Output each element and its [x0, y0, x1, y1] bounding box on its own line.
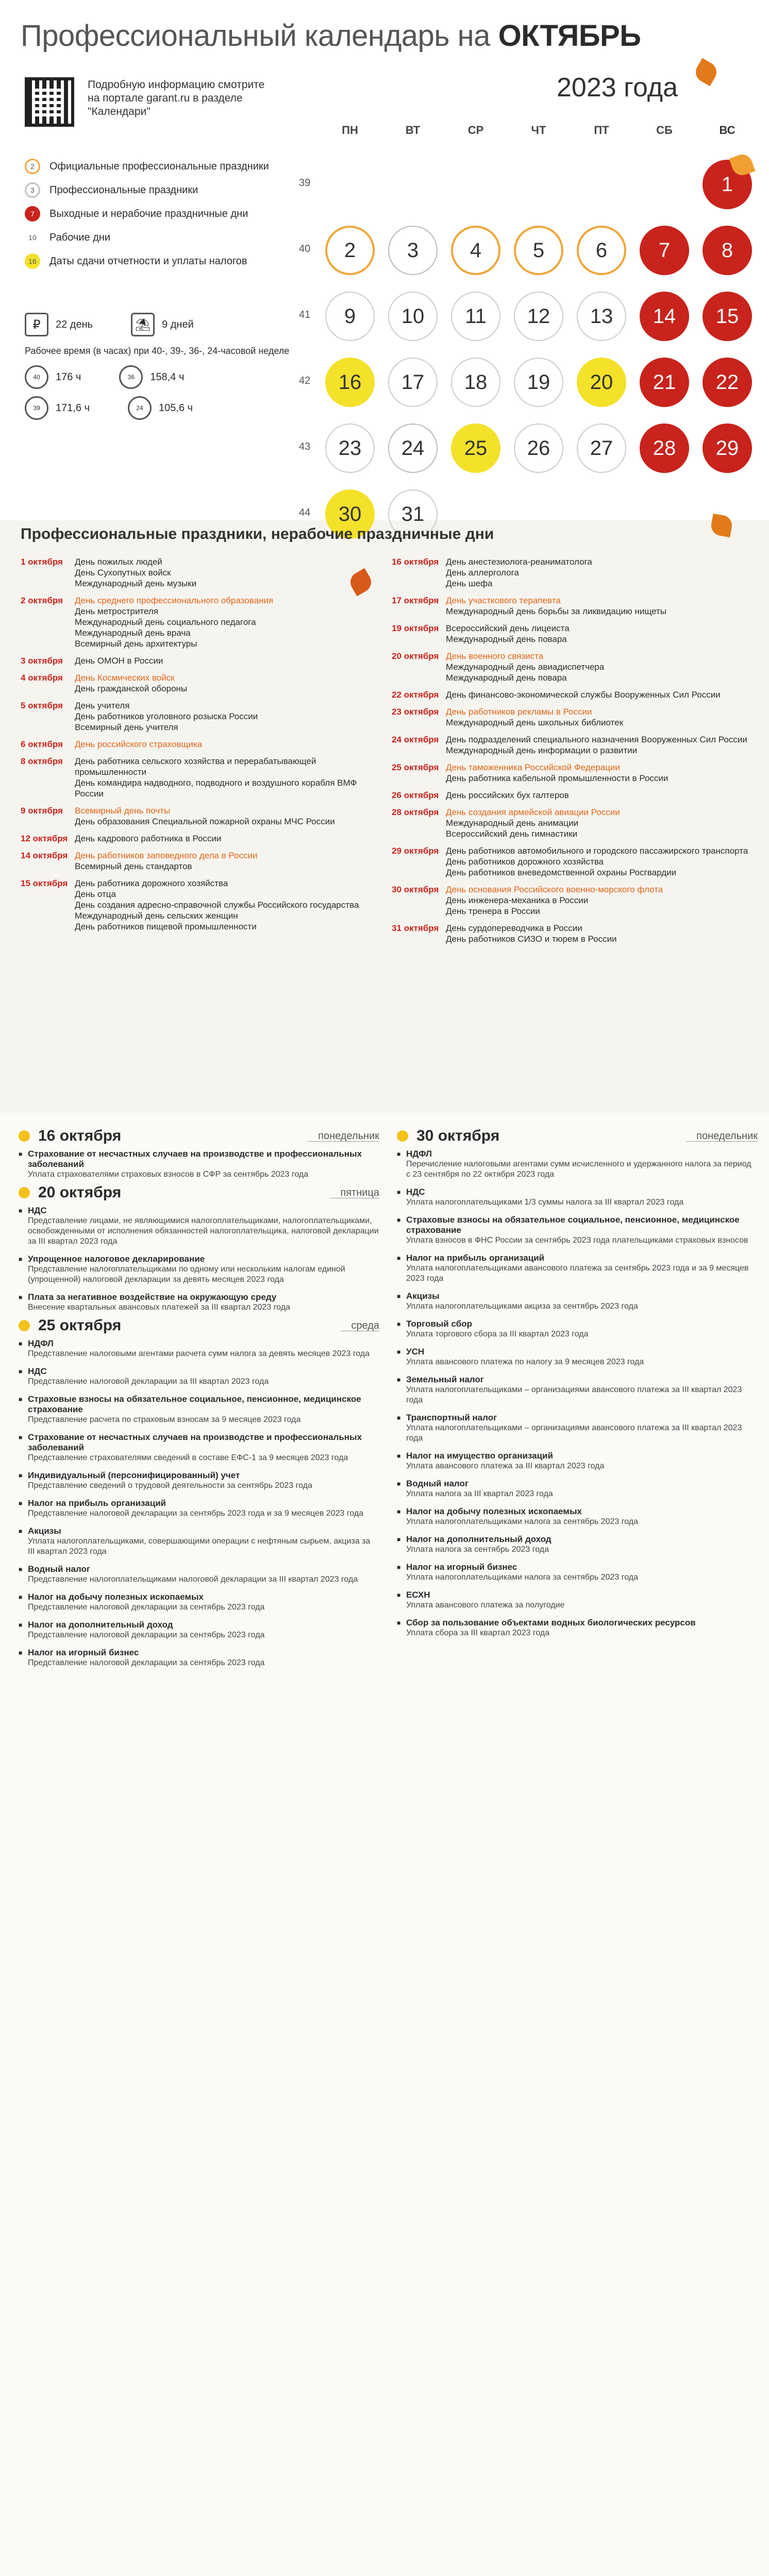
day-4[interactable]: 4 [451, 226, 500, 275]
day-19[interactable]: 19 [514, 358, 563, 407]
day-28[interactable]: 28 [640, 423, 689, 473]
legend-prof-icon: 2 [25, 159, 40, 174]
day-14[interactable]: 14 [640, 292, 689, 341]
holiday-entry: 23 октября День работников рекламы в России Международный день школьных библиотек [392, 707, 624, 727]
holiday-entry: 16 октября День анестезиолога-реаниматолога День аллерголога День шефа [392, 557, 592, 588]
holidays-title: Профессиональные праздники, нерабочие праздничные дни [21, 526, 494, 543]
qr-code[interactable] [25, 77, 74, 127]
holiday-entry: 3 октября День ОМОН в России [21, 656, 163, 666]
day-24[interactable]: 24 [388, 423, 438, 473]
holiday-entry: 29 октября День работников автомобильного и городского пассажирского транспорта День работников дорожного хозяйства День работников вневедомственной охраны Росгвардии [392, 846, 748, 877]
year: 2023 года [557, 73, 678, 103]
work-days-icon: ₽ [25, 313, 48, 336]
holiday-entry: 9 октября Всемирный день почты День образования Специальной пожарной охраны МЧС России [21, 806, 335, 826]
tax-item: ■ НДФЛ Перечисление налоговыми агентами сумм исчисленного и удержанного налога за период с 23 сентября по 22 октября 2023 года [397, 1149, 758, 1180]
tax-item: ■ Плата за негативное воздействие на окружающую среду Внесение квартальных авансовых платежей за III квартал 2023 года [19, 1292, 379, 1313]
tax-date-section: 25 октября среда ■ НДФЛ Представление налоговыми агентами расчета сумм налога за девять месяцев 2023 года ■ НДС Представление налоговой декларации за III квартал 2023 года ■ Страховые взносы на обязательное социальное, пенсионное, медицинское страхование Представление расчета по страховым взносам за 9 месяцев 2023 года ■ Страхование от несчастных случаев на производстве и профессиональных заболеваний Представление страхователями сведений в составе ЕФС-1 за 9 месяцев 2023 года ■ Индивидуальный (персонифицированный) учет Представление сведений о трудовой деятельности за сентябрь 2023 года ■ Налог на прибыль организаций Представление налоговой декларации за сентябрь 2023 года и за 9 месяцев 2023 года ■ Акцизы Уплата налогоплательщиками, совершающими операции с нефтяным сырьем, акциза за III квартал 2023 года ■ Водный налог Представление налогоплательщиками налоговой декларации за III квартал 2023 года ■ Налог на добычу полезных ископаемых Представление налоговой декларации за сентябрь 2023 года ■ Налог на дополнительный доход Представление налоговой декларации за сентябрь 2023 года ■ Налог на игорный бизнес Представление налоговой декларации за сентябрь 2023 года [19, 1320, 379, 1668]
holiday-entry: 8 октября День работника сельского хозяйства и перерабатывающей промышленности День командира надводного, подводного и воздушного корабля ВМФ России [21, 756, 357, 799]
holiday-entry: 31 октября День сурдопереводчика в России День работников СИЗО и тюрем в России [392, 923, 617, 944]
tax-item: ■ Налог на дополнительный доход Уплата налога за сентябрь 2023 года [397, 1534, 758, 1555]
tax-item: ■ Страховые взносы на обязательное социальное, пенсионное, медицинское страхование Представление расчета по страховым взносам за 9 месяцев 2023 года [19, 1394, 379, 1425]
holiday-entry: 28 октября День создания армейской авиации России Международный день анимации Всероссийский день гимнастики [392, 807, 620, 839]
legend-plain-icon: 3 [25, 182, 40, 198]
holiday-entry: 5 октября День учителя День работников уголовного розыска России Всемирный день учителя [21, 701, 258, 732]
tax-item: ■ Сбор за пользование объектами водных биологических ресурсов Уплата сбора за III квартал 2023 года [397, 1618, 758, 1638]
holiday-entry: 20 октября День военного связиста Международный день авиадиспетчера Международный день повара [392, 651, 605, 683]
day-17[interactable]: 17 [388, 358, 438, 407]
tax-item: ■ Страхование от несчастных случаев на производстве и профессиональных заболеваний Представление страхователями сведений в составе ЕФС-1 за 9 месяцев 2023 года [19, 1432, 379, 1463]
tax-item: ■ Индивидуальный (персонифицированный) учет Представление сведений о трудовой деятельности за сентябрь 2023 года [19, 1470, 379, 1491]
day-1[interactable]: 1 [703, 160, 752, 209]
weekday-header: ПН ВТ СР ЧТ ПТ СБ ВС [342, 124, 735, 137]
calendar-grid [299, 124, 763, 526]
day-13[interactable]: 13 [577, 292, 626, 341]
holiday-entry: 6 октября День российского страховщика [21, 739, 203, 749]
stats: ₽ 22 день ⛱ 9 дней Рабочее время (в часах) при 40-, 39-, 36-, 24-часовой неделе 40 176 ч 36 158,4 ч 39 171,6 ч 24 105,6 ч [25, 309, 313, 423]
tax-date-section: 30 октября понедельник ■ НДФЛ Перечисление налоговыми агентами сумм исчисленного и удержанного налога за период с 23 сентября по 22 октября 2023 года ■ НДС Уплата налогоплательщиками 1/3 суммы налога за III квартал 2023 года ■ Страховые взносы на обязательное социальное, пенсионное, медицинское страхование Уплата взносов в ФНС России за сентябрь 2023 года плательщиками страховых взносов ■ Налог на прибыль организаций Уплата налогоплательщиками авансового платежа за сентябрь 2023 года и за 9 месяцев 2023 года ■ Акцизы Уплата налогоплательщиками акциза за сентябрь 2023 года ■ Торговый сбор Уплата торгового сбора за III квартал 2023 года ■ УСН Уплата авансового платежа по налогу за 9 месяцев 2023 года ■ Земельный налог Уплата налогоплательщиками – организациями авансового платежа за III квартал 2023 года ■ Транспортный налог Уплата налогоплательщиками – организациями авансового платежа за III квартал 2023 года ■ Налог на имущество организаций Уплата авансового платежа за III квартал 2023 года ■ Водный налог Уплата налога за III квартал 2023 года ■ Налог на добычу полезных ископаемых Уплата налогоплательщиками налога за сентябрь 2023 года ■ Налог на дополнительный доход Уплата налога за сентябрь 2023 года ■ Налог на игорный бизнес Уплата налогоплательщиками налога за сентябрь 2023 года ■ ЕСХН Уплата авансового платежа за полугодие ■ Сбор за пользование объектами водных биологических ресурсов Уплата сбора за III квартал 2023 года [397, 1130, 758, 1638]
tax-item: ■ Налог на прибыль организаций Уплата налогоплательщиками авансового платежа за сентябрь 2023 года и за 9 месяцев 2023 года [397, 1253, 758, 1284]
week-row [320, 358, 758, 407]
tax-item: ■ НДС Уплата налогоплательщиками 1/3 суммы налога за III квартал 2023 года [397, 1187, 758, 1208]
rest-days-icon: ⛱ [131, 313, 155, 336]
holiday-entry: 24 октября День подразделений специального назначения Вооруженных Сил России Международный день информации о развитии [392, 735, 747, 755]
date-dot-icon [19, 1320, 30, 1331]
tax-item: ■ Налог на добычу полезных ископаемых Уплата налогоплательщиками налога за сентябрь 2023 года [397, 1506, 758, 1527]
info-text: Подробную информацию смотрите на портале garant.ru в разделе "Календари" [88, 79, 265, 117]
tax-item: ■ Торговый сбор Уплата торгового сбора за III квартал 2023 года [397, 1319, 758, 1340]
tax-item: ■ УСН Уплата авансового платежа по налогу за 9 месяцев 2023 года [397, 1347, 758, 1367]
holiday-entry: 17 октября День участкового терапевта Международный день борьбы за ликвидацию нищеты [392, 596, 667, 616]
tax-item: ■ Акцизы Уплата налогоплательщиками акциза за сентябрь 2023 года [397, 1291, 758, 1312]
day-31[interactable]: 31 [388, 489, 438, 539]
tax-date-section: 20 октября пятница ■ НДС Представление лицами, не являющимися налогоплательщиками, налогоплательщиками, освобожденными от исполнения обязанностей налогоплательщика, налоговой декларации за III квартал 2023 года ■ Упрощенное налоговое декларирование Представление налогоплательщиками по одному или нескольким налогам единой (упрощенной) налоговой декларации за девять месяцев 2023 года ■ Плата за негативное воздействие на окружающую среду Внесение квартальных авансовых платежей за III квартал 2023 года [19, 1187, 379, 1313]
week-number: 44 [299, 507, 311, 518]
tax-item: ■ Транспортный налог Уплата налогоплательщиками – организациями авансового платежа за III квартал 2023 года [397, 1413, 758, 1444]
day-20[interactable]: 20 [577, 358, 626, 407]
day-11[interactable]: 11 [451, 292, 500, 341]
holidays-list [21, 556, 753, 951]
tax-item: ■ Налог на игорный бизнес Уплата налогоплательщиками налога за сентябрь 2023 года [397, 1562, 758, 1583]
tax-calendar [0, 1113, 769, 2576]
day-10[interactable]: 10 [388, 292, 438, 341]
holiday-entry: 2 октября День среднего профессионального образования День метрострителя Международный день социального педагога Международный день врача Всемирный день архитектуры [21, 596, 274, 649]
day-27[interactable]: 27 [577, 423, 626, 473]
tax-item: ■ Земельный налог Уплата налогоплательщиками – организациями авансового платежа за III квартал 2023 года [397, 1375, 758, 1405]
week-row [320, 423, 758, 473]
day-22[interactable]: 22 [703, 358, 752, 407]
legend-work-icon: 10 [28, 233, 37, 242]
holiday-entry: 19 октября Всероссийский день лицеиста Международный день повара [392, 623, 570, 644]
day-23[interactable]: 23 [325, 423, 375, 473]
week-row [320, 226, 758, 275]
week-number: 40 [299, 243, 311, 255]
tax-date-section: 16 октября понедельник ■ Страхование от несчастных случаев на производстве и профессиональных заболеваний Уплата страхователями страховых взносов в СФР за сентябрь 2023 года [19, 1130, 379, 1180]
day-3[interactable]: 3 [388, 226, 438, 275]
tax-item: ■ Налог на добычу полезных ископаемых Представление налоговой декларации за сентябрь 2023 года [19, 1592, 379, 1613]
page-title: Профессиональный календарь на ОКТЯБРЬ [21, 19, 641, 53]
holiday-entry: 22 октября День финансово-экономической службы Вооруженных Сил России [392, 690, 721, 700]
tax-item: ■ Налог на прибыль организаций Представление налоговой декларации за сентябрь 2023 года и за 9 месяцев 2023 года [19, 1498, 379, 1519]
day-6[interactable]: 6 [577, 226, 626, 275]
week-number: 42 [299, 375, 311, 386]
day-9[interactable]: 9 [325, 292, 375, 341]
date-dot-icon [19, 1187, 30, 1198]
holiday-entry: 26 октября День российских бух галтеров [392, 790, 569, 800]
header [0, 0, 769, 526]
tax-item: ■ Водный налог Представление налогоплательщиками налоговой декларации за III квартал 2023 года [19, 1564, 379, 1585]
clock-icon: 40 [25, 365, 48, 389]
tax-item: ■ Страховые взносы на обязательное социальное, пенсионное, медицинское страхование Уплата взносов в ФНС России за сентябрь 2023 года плательщиками страховых взносов [397, 1215, 758, 1246]
day-12[interactable]: 12 [514, 292, 563, 341]
clock-icon: 36 [119, 365, 143, 389]
day-29[interactable]: 29 [703, 423, 752, 473]
tax-item: ■ ЕСХН Уплата авансового платежа за полугодие [397, 1590, 758, 1611]
tax-item: ■ НДС Представление лицами, не являющимися налогоплательщиками, налогоплательщиками, освобожденными от исполнения обязанностей налогоплательщика, налоговой декларации за III квартал 2023 года [19, 1206, 379, 1247]
week-number: 43 [299, 441, 311, 452]
tax-item: ■ НДС Представление налоговой декларации за III квартал 2023 года [19, 1366, 379, 1387]
date-dot-icon [19, 1130, 30, 1142]
day-26[interactable]: 26 [514, 423, 563, 473]
clock-icon: 24 [128, 396, 152, 420]
week-row [320, 160, 758, 209]
holiday-entry: 12 октября День кадрового работника в России [21, 834, 222, 843]
day-16[interactable]: 16 [325, 358, 375, 407]
tax-item: ■ Налог на имущество организаций Уплата авансового платежа за III квартал 2023 года [397, 1451, 758, 1471]
tax-item: ■ Акцизы Уплата налогоплательщиками, совершающими операции с нефтяным сырьем, акциза за III квартал 2023 года [19, 1526, 379, 1557]
holiday-entry: 30 октября День основания Российского военно-морского флота День инженера-механика в России День тренера в России [392, 885, 663, 916]
day-5[interactable]: 5 [514, 226, 563, 275]
legend-holiday-icon: 7 [25, 206, 40, 222]
date-dot-icon [397, 1130, 408, 1142]
day-15[interactable]: 15 [703, 292, 752, 341]
day-21[interactable]: 21 [640, 358, 689, 407]
day-8[interactable]: 8 [703, 226, 752, 275]
tax-item: ■ Упрощенное налоговое декларирование Представление налогоплательщиками по одному или нескольким налогам единой (упрощенной) налоговой декларации за девять месяцев 2023 года [19, 1254, 379, 1285]
day-2[interactable]: 2 [325, 226, 375, 275]
week-row [320, 292, 758, 341]
tax-item: ■ Страхование от несчастных случаев на производстве и профессиональных заболеваний Уплата страхователями страховых взносов в СФР за сентябрь 2023 года [19, 1149, 379, 1180]
tax-item: ■ Налог на дополнительный доход Представление налоговой декларации за сентябрь 2023 года [19, 1620, 379, 1640]
day-7[interactable]: 7 [640, 226, 689, 275]
holiday-entry: 4 октября День Космических войск День гражданской обороны [21, 673, 188, 693]
holiday-entry: 25 октября День таможенника Российской Федерации День работника кабельной промышленности в России [392, 762, 668, 783]
clock-icon: 39 [25, 396, 48, 420]
day-18[interactable]: 18 [451, 358, 500, 407]
legend: 2 Официальные профессиональные праздники 3 Профессиональные праздники 7 Выходные и нерабочие праздничные дни 10 Рабочие дни 16 Даты сдачи отчетности и уплаты налогов [25, 155, 313, 273]
week-number: 39 [299, 177, 311, 189]
legend-report-icon: 16 [25, 253, 40, 269]
day-30[interactable]: 30 [325, 489, 375, 539]
day-25[interactable]: 25 [451, 423, 500, 473]
holiday-entry: 14 октября День работников заповедного дела в России Всемирный день стандартов [21, 851, 258, 871]
tax-item: ■ Водный налог Уплата налога за III квартал 2023 года [397, 1479, 758, 1499]
week-number: 41 [299, 309, 311, 320]
holiday-entry: 1 октября День пожилых людей День Сухопутных войск Международный день музыки [21, 557, 197, 588]
tax-item: ■ Налог на игорный бизнес Представление налоговой декларации за сентябрь 2023 года [19, 1648, 379, 1668]
holiday-entry: 15 октября День работника дорожного хозяйства День отца День создания адресно-справочной службы Российского государства Международный день сельских женщин День работников пищевой промышленности [21, 878, 359, 931]
tax-item: ■ НДФЛ Представление налоговыми агентами расчета сумм налога за девять месяцев 2023 года [19, 1338, 379, 1359]
